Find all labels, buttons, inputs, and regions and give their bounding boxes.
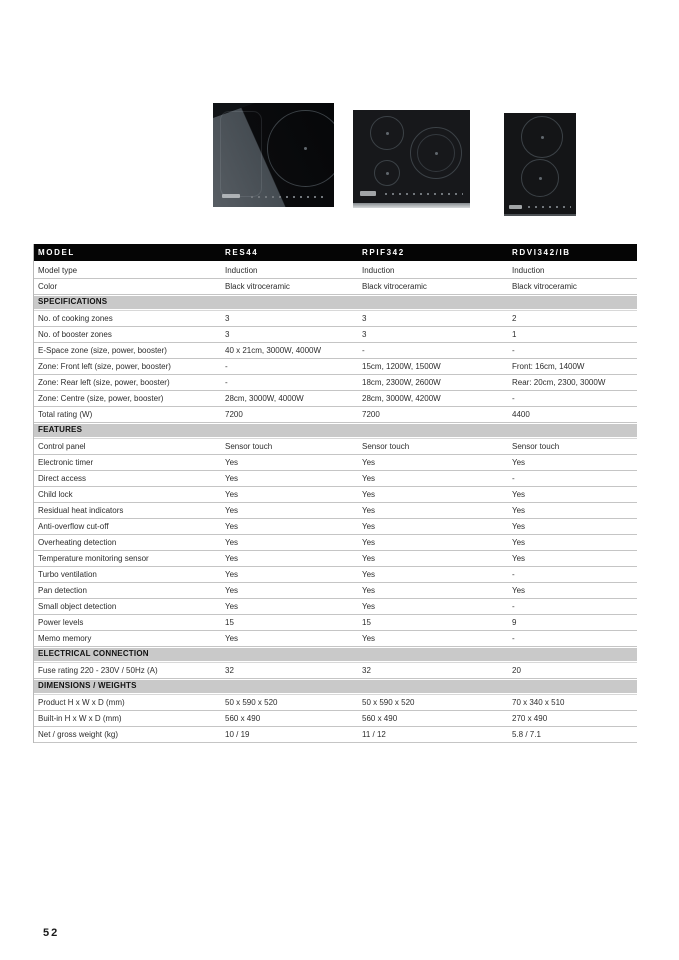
row-label: Overheating detection (38, 538, 117, 547)
cell-res44: Sensor touch (225, 442, 273, 451)
table-header-row (34, 244, 637, 261)
cell-res44: Induction (225, 266, 258, 275)
section-label: FEATURES (38, 425, 83, 434)
row-label: Zone: Centre (size, power, booster) (38, 394, 164, 403)
table-row (34, 487, 637, 503)
cell-rpif342: 3 (362, 314, 367, 323)
row-label: Pan detection (38, 586, 87, 595)
table-row (34, 343, 637, 359)
table-row (34, 455, 637, 471)
table-row (34, 567, 637, 583)
cell-rpif342: 28cm, 3000W, 4200W (362, 394, 441, 403)
cell-rpif342: 11 / 12 (362, 730, 386, 739)
spec-comparison-table (33, 244, 637, 743)
row-label: Product H x W x D (mm) (38, 698, 125, 707)
row-label: Built-in H x W x D (mm) (38, 714, 122, 723)
cell-rdvi342: Yes (512, 586, 526, 595)
control-panel-marks (528, 206, 571, 208)
cell-rpif342: Yes (362, 602, 376, 611)
cell-rpif342: 7200 (362, 410, 380, 419)
cell-rpif342: Yes (362, 554, 376, 563)
cell-res44: 15 (225, 618, 234, 627)
cell-rdvi342: - (512, 474, 515, 483)
espace-zone-outline (220, 111, 262, 197)
row-label: Direct access (38, 474, 87, 483)
row-label: Zone: Rear left (size, power, booster) (38, 378, 170, 387)
table-row (34, 279, 637, 295)
cell-rdvi342: - (512, 602, 515, 611)
row-label: Power levels (38, 618, 84, 627)
table-row (34, 439, 637, 455)
row-label: Color (38, 282, 58, 291)
row-label: Fuse rating 220 - 230V / 50Hz (A) (38, 666, 158, 675)
table-row (34, 615, 637, 631)
cell-rpif342: 3 (362, 330, 367, 339)
section-header-row (34, 423, 637, 439)
cell-rpif342: 32 (362, 666, 371, 675)
table-row (34, 391, 637, 407)
cell-rdvi342: Yes (512, 522, 526, 531)
row-label: Anti-overflow cut-off (38, 522, 109, 531)
cell-res44: 3 (225, 314, 230, 323)
cell-rpif342: 15cm, 1200W, 1500W (362, 362, 441, 371)
cell-rdvi342: Black vitroceramic (512, 282, 577, 291)
row-label: Small object detection (38, 602, 117, 611)
row-label: Residual heat indicators (38, 506, 124, 515)
row-label: Model type (38, 266, 78, 275)
cell-rdvi342: - (512, 570, 515, 579)
cell-rdvi342: Rear: 20cm, 2300, 3000W (512, 378, 606, 387)
table-row (34, 599, 637, 615)
header-model-label: MODEL (38, 248, 75, 257)
row-label: Memo memory (38, 634, 92, 643)
cooking-zone-ring (267, 110, 334, 187)
cell-res44: 560 x 490 (225, 714, 261, 723)
cell-rdvi342: 1 (512, 330, 517, 339)
cell-res44: Yes (225, 490, 239, 499)
cell-rdvi342: 2 (512, 314, 517, 323)
cell-res44: 7200 (225, 410, 243, 419)
table-row (34, 471, 637, 487)
zone-center-dot (435, 152, 438, 155)
cell-res44: 50 x 590 x 520 (225, 698, 278, 707)
cell-res44: Yes (225, 522, 239, 531)
header-col-res44: RES44 (225, 248, 259, 257)
row-label: E-Space zone (size, power, booster) (38, 346, 167, 355)
cell-res44: 3 (225, 330, 230, 339)
cell-rdvi342: 5.8 / 7.1 (512, 730, 541, 739)
row-label: Temperature monitoring sensor (38, 554, 149, 563)
table-row (34, 695, 637, 711)
table-row (34, 551, 637, 567)
section-header-row (34, 679, 637, 695)
cell-res44: Yes (225, 602, 239, 611)
cell-res44: Yes (225, 474, 239, 483)
table-row (34, 263, 637, 279)
cell-res44: - (225, 362, 228, 371)
zone-center-dot (541, 136, 544, 139)
table-row (34, 519, 637, 535)
cell-rdvi342: Sensor touch (512, 442, 560, 451)
zone-center-dot (539, 177, 542, 180)
cell-rdvi342: Yes (512, 458, 526, 467)
brand-logo (222, 194, 240, 198)
zone-center-dot (386, 172, 389, 175)
section-label: DIMENSIONS / WEIGHTS (38, 681, 137, 690)
page-number: 52 (43, 927, 60, 939)
table-row (34, 327, 637, 343)
row-label: Child lock (38, 490, 73, 499)
product-image-rdvi342 (504, 113, 576, 216)
cell-res44: Yes (225, 506, 239, 515)
control-panel-marks (385, 193, 463, 195)
cell-res44: Yes (225, 586, 239, 595)
cell-rdvi342: Front: 16cm, 1400W (512, 362, 585, 371)
row-label: Net / gross weight (kg) (38, 730, 119, 739)
table-row (34, 711, 637, 727)
row-label: Turbo ventilation (38, 570, 97, 579)
table-row (34, 503, 637, 519)
zone-center-dot (386, 132, 389, 135)
cell-res44: Yes (225, 458, 239, 467)
cell-res44: Yes (225, 554, 239, 563)
table-row (34, 375, 637, 391)
row-label: Control panel (38, 442, 86, 451)
cell-rdvi342: Yes (512, 490, 526, 499)
table-row (34, 631, 637, 647)
cell-rpif342: Black vitroceramic (362, 282, 427, 291)
row-label: No. of cooking zones (38, 314, 113, 323)
cell-rdvi342: 9 (512, 618, 517, 627)
cell-rpif342: Yes (362, 634, 376, 643)
cell-res44: 10 / 19 (225, 730, 250, 739)
front-trim-strip (353, 203, 470, 208)
cell-rdvi342: - (512, 346, 515, 355)
table-row (34, 583, 637, 599)
brand-logo (360, 191, 376, 196)
cell-rpif342: Yes (362, 522, 376, 531)
cell-rpif342: 560 x 490 (362, 714, 398, 723)
cell-rpif342: Yes (362, 570, 376, 579)
section-header-row (34, 647, 637, 663)
table-row (34, 359, 637, 375)
row-label: Electronic timer (38, 458, 94, 467)
product-image-rpif342 (353, 110, 470, 208)
brand-logo (509, 205, 522, 209)
section-label: SPECIFICATIONS (38, 297, 108, 306)
cell-rpif342: 15 (362, 618, 371, 627)
cell-rpif342: Yes (362, 458, 376, 467)
cell-rpif342: Yes (362, 474, 376, 483)
front-trim-strip (504, 214, 576, 216)
cell-rdvi342: Yes (512, 554, 526, 563)
cell-rdvi342: - (512, 394, 515, 403)
table-row (34, 663, 637, 679)
cell-rpif342: Induction (362, 266, 395, 275)
cell-res44: Yes (225, 634, 239, 643)
section-label: ELECTRICAL CONNECTION (38, 649, 149, 658)
table-row (34, 311, 637, 327)
cell-rdvi342: 270 x 490 (512, 714, 548, 723)
cell-rpif342: Yes (362, 538, 376, 547)
cell-res44: Yes (225, 538, 239, 547)
header-col-rpif342: RPIF342 (362, 248, 405, 257)
cell-rdvi342: 4400 (512, 410, 530, 419)
cell-rpif342: Yes (362, 586, 376, 595)
cell-rpif342: - (362, 346, 365, 355)
cell-res44: - (225, 378, 228, 387)
product-image-res44 (213, 103, 334, 207)
control-panel-marks (251, 196, 328, 198)
cell-res44: 40 x 21cm, 3000W, 4000W (225, 346, 322, 355)
cell-rdvi342: 70 x 340 x 510 (512, 698, 565, 707)
row-label: No. of booster zones (38, 330, 112, 339)
table-row (34, 727, 637, 743)
cell-rpif342: Yes (362, 490, 376, 499)
header-col-rdvi342: RDVI342/IB (512, 248, 571, 257)
cell-rdvi342: - (512, 634, 515, 643)
row-label: Zone: Front left (size, power, booster) (38, 362, 171, 371)
cell-rpif342: 50 x 590 x 520 (362, 698, 415, 707)
cell-rdvi342: 20 (512, 666, 521, 675)
table-row (34, 407, 637, 423)
section-header-row (34, 295, 637, 311)
table-row (34, 535, 637, 551)
cell-res44: 32 (225, 666, 234, 675)
row-label: Total rating (W) (38, 410, 93, 419)
cell-rdvi342: Yes (512, 538, 526, 547)
cell-rpif342: 18cm, 2300W, 2600W (362, 378, 441, 387)
cell-res44: 28cm, 3000W, 4000W (225, 394, 304, 403)
cell-rdvi342: Induction (512, 266, 545, 275)
cell-rpif342: Sensor touch (362, 442, 410, 451)
zone-center-dot (304, 147, 307, 150)
cell-rpif342: Yes (362, 506, 376, 515)
cell-rdvi342: Yes (512, 506, 526, 515)
cell-res44: Yes (225, 570, 239, 579)
cell-res44: Black vitroceramic (225, 282, 290, 291)
